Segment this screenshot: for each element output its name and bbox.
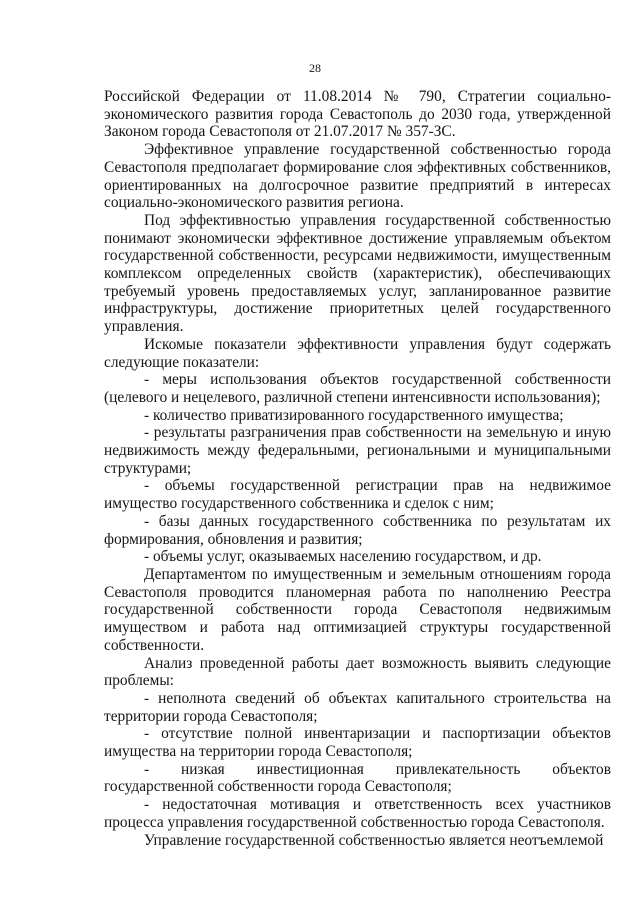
list-item: - количество приватизированного государственного имущества; xyxy=(144,406,564,424)
paragraph-final-fragment: Управление государственной собственностью является неотъемлемой xyxy=(144,831,604,849)
paragraph-efficiency-definition: Под эффективностью управления государственной собственностью понимают экономически эффективное достижение управляемым объектом государственной собственности, ресурсами недвижимости, имущественным комплексом определенных свойств (характеристик), обеспечивающих требуемый уровень предоставляемых услуг, запланированное развитие инфраструктуры, достижение приоритетных целей государственного управления. xyxy=(104,211,611,336)
paragraph-continuation: Российской Федерации от 11.08.2014 № 790, Стратегии социально-экономического развития города Севастополь до 2030 года, утвержденной Законом города Севастополя от 21.07.2017 № 357-ЗС. xyxy=(104,88,611,141)
list-item: - недостаточная мотивация и ответственность всех участников процесса управления государственной собственностью города Севастополя. xyxy=(104,796,611,831)
list-item: - объемы услуг, оказываемых населению государством, и др. xyxy=(144,548,542,566)
paragraph-effective-management: Эффективное управление государственной собственностью города Севастополя предполагает формирование слоя эффективных собственников, ориентированных на долгосрочное развитие предприятий в интересах социально-экономического развития региона. xyxy=(104,141,611,212)
page-number: 28 xyxy=(309,61,321,75)
list-item: - неполнота сведений об объектах капитального строительства на территории города Севастополя; xyxy=(104,689,611,725)
list-item: - базы данных государственного собственника по результатам их формирования, обновления и развития; xyxy=(104,512,611,548)
list-item: - меры использования объектов государственной собственности (целевого и нецелевого, различной степени интенсивности использования); xyxy=(104,371,611,406)
list-item: - низкая инвестиционная привлекательность объектов государственной собственности города Севастополя; xyxy=(104,760,611,796)
list-item: - объемы государственной регистрации прав на недвижимое имущество государственного собственника и сделок с ним; xyxy=(104,477,611,513)
document-body xyxy=(104,88,611,849)
list-item: - результаты разграничения прав собственности на земельную и иную недвижимость между федеральными, региональными и муниципальными структурами; xyxy=(104,424,611,477)
list-item: - отсутствие полной инвентаризации и паспортизации объектов имущества на территории города Севастополя; xyxy=(104,725,611,761)
paragraph-indicators-intro: Искомые показатели эффективности управления будут содержать следующие показатели: xyxy=(104,335,611,371)
paragraph-analysis-intro: Анализ проведенной работы дает возможность выявить следующие проблемы: xyxy=(104,654,611,690)
paragraph-department-work: Департаментом по имущественным и земельным отношениям города Севастополя проводится планомерная работа по наполнению Реестра государственной собственности города Севастополя недвижимым имуществом и работа над оптимизацией структуры государственной собственности. xyxy=(104,565,611,654)
